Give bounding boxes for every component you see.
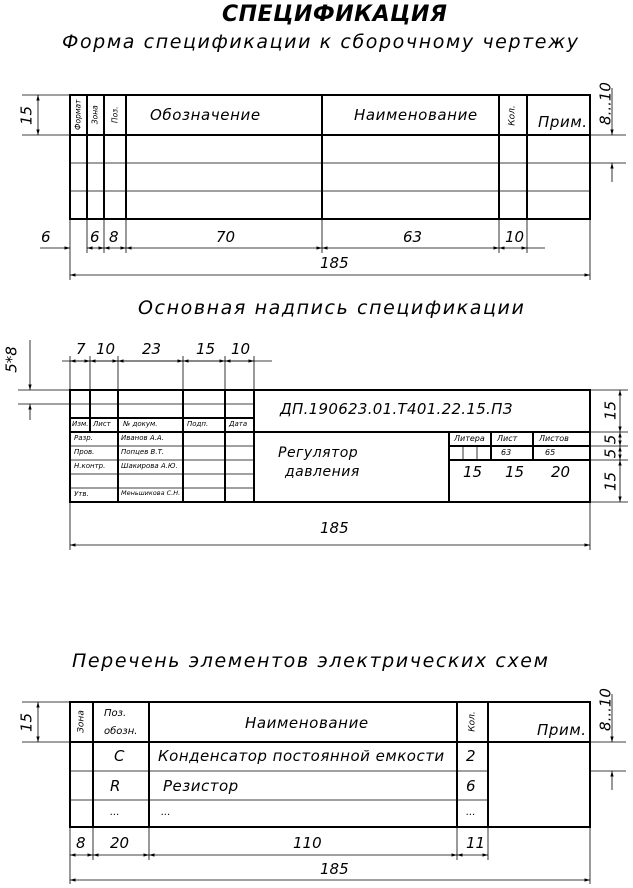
page-title: СПЕЦИФИКАЦИЯ xyxy=(222,2,448,27)
dim-col-5: 10 xyxy=(231,340,251,358)
dim-col-3: 23 xyxy=(142,340,162,358)
product-name-line1: Регулятор xyxy=(278,445,359,461)
el-header-name: Наименование xyxy=(245,714,369,732)
elements-list-heading: Перечень элементов электрических схем xyxy=(72,650,550,672)
role-developer: Разр. xyxy=(74,434,93,442)
person-approver: Меньшикова С.Н. xyxy=(121,489,181,497)
dim-zone-width: 6 xyxy=(90,228,100,246)
el-row-3-qty: ... xyxy=(466,807,476,818)
el-row-3-pos: ... xyxy=(110,807,120,818)
el-header-qty: Кол. xyxy=(467,711,478,732)
el-row-2-pos: R xyxy=(110,777,121,795)
dim-right-3: 5 xyxy=(601,448,620,459)
el-dim-qty-width: 11 xyxy=(466,834,486,852)
dim-right-2: 5 xyxy=(601,434,620,445)
dim-rows: 5*8 xyxy=(2,346,21,373)
document-code: ДП.190623.01.Т401.22.15.ПЗ xyxy=(280,400,513,418)
dim-right-1: 15 xyxy=(601,400,620,421)
col-sign: Подп. xyxy=(187,420,209,428)
label-sheets: Листов xyxy=(539,434,569,443)
person-norm-control: Шакирова А.Ю. xyxy=(121,462,178,470)
dim-total-width: 185 xyxy=(320,254,349,272)
dim-name-width: 63 xyxy=(403,228,423,246)
role-norm-control: Н.контр. xyxy=(74,462,106,470)
col-doc-no: № докум. xyxy=(123,420,158,428)
dim-right-4: 15 xyxy=(601,471,620,492)
dim-col-1: 7 xyxy=(76,340,86,358)
dim-format-width: 6 xyxy=(41,228,51,246)
label-litera: Литера xyxy=(454,434,485,443)
el-row-1-name: Конденсатор постоянной емкости xyxy=(158,747,445,765)
el-row-3-name: ... xyxy=(161,807,171,818)
dim-qty-width: 10 xyxy=(505,228,525,246)
dim-sheets: 20 xyxy=(551,463,571,481)
dim-row-height: 8...10 xyxy=(596,82,615,125)
title-block-heading: Основная надпись спецификации xyxy=(138,297,526,319)
el-row-2-name: Резистор xyxy=(163,777,239,795)
el-header-pos-line1: Поз. xyxy=(104,708,127,719)
spec-form-subtitle: Форма спецификации к сборочному чертежу xyxy=(62,31,580,53)
el-dim-total-width: 185 xyxy=(320,860,349,878)
col-date: Дата xyxy=(229,420,248,428)
dim-title-block-total: 185 xyxy=(320,519,349,537)
dim-designation-width: 70 xyxy=(216,228,236,246)
person-developer: Иванов А.А. xyxy=(121,434,164,442)
el-row-2-qty: 6 xyxy=(466,777,477,795)
el-dim-name-width: 110 xyxy=(293,834,322,852)
person-checker: Попцев В.Т. xyxy=(121,448,165,456)
el-dim-header-height: 15 xyxy=(17,712,36,733)
col-list: Лист xyxy=(93,420,111,428)
el-header-zone: Зона xyxy=(76,710,87,733)
header-pos: Поз. xyxy=(110,106,120,124)
el-dim-row-height: 8...10 xyxy=(596,688,615,731)
header-designation: Обозначение xyxy=(150,106,261,124)
dim-col-2: 10 xyxy=(96,340,116,358)
dim-pos-width: 8 xyxy=(109,228,119,246)
el-header-pos-line2: обозн. xyxy=(104,726,138,737)
header-zone: Зона xyxy=(90,105,100,125)
el-dim-pos-width: 20 xyxy=(110,834,130,852)
dim-header-height: 15 xyxy=(17,105,36,126)
product-name-line2: давления xyxy=(285,464,360,480)
role-checker: Пров. xyxy=(74,448,95,456)
col-izm: Изм. xyxy=(72,420,89,428)
sheet-number: 63 xyxy=(501,448,512,457)
sheets-count: 65 xyxy=(545,448,556,457)
role-approver: Утв. xyxy=(74,490,89,498)
header-note: Прим. xyxy=(538,113,588,131)
label-sheet: Лист xyxy=(497,434,518,443)
dim-litera: 15 xyxy=(463,463,483,481)
header-qty: Кол. xyxy=(507,105,518,126)
el-dim-zone-width: 8 xyxy=(76,834,86,852)
header-name: Наименование xyxy=(354,106,478,124)
dim-col-4: 15 xyxy=(196,340,216,358)
el-header-note: Прим. xyxy=(537,721,587,739)
el-row-1-pos: C xyxy=(114,747,125,765)
header-format: Формат xyxy=(73,99,83,130)
el-row-1-qty: 2 xyxy=(466,747,477,765)
dim-sheet: 15 xyxy=(505,463,525,481)
